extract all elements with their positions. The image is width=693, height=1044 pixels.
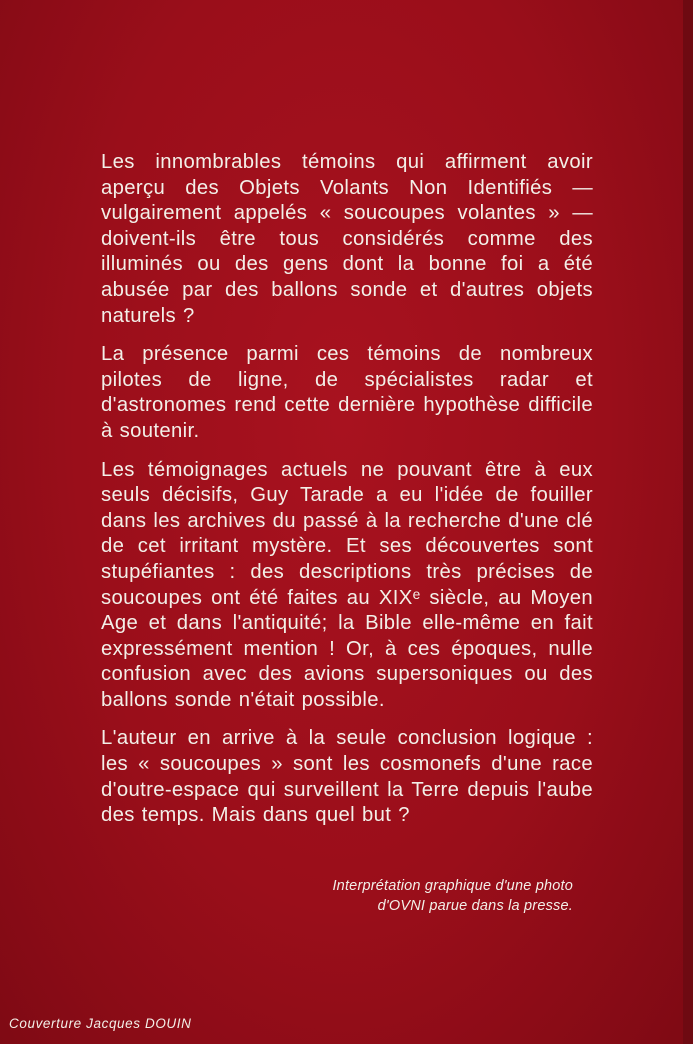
blurb-paragraph-2: La présence parmi ces témoins de nombreux pilotes de ligne, de spécialistes radar et d'astronomes rend cette dernière hypothèse difficile à soutenir. <box>101 343 593 442</box>
caption-line-1: Interprétation graphique d'une photo <box>332 878 573 894</box>
caption-line-2: d'OVNI parue dans la presse. <box>377 898 573 914</box>
blurb-paragraph-3: Les témoignages actuels ne pouvant être à eux seuls décisifs, Guy Tarade a eu l'idée de fouiller dans les archives du passé à la recherche d'une clé de cet irritant mystère. Et ses découvertes sont stupéfiantes : des descriptions très précises de soucoupes ont été faites au XIXᵉ siècle, au Moyen Age et dans l'antiquité; la Bible elle-même en fait expressément mention ! Or, à ces époques, nulle confusion avec des avions supersoniques ou des ballons sonde n'était possible. <box>101 458 593 711</box>
image-caption <box>253 876 573 916</box>
blurb-text <box>101 150 593 842</box>
blurb-paragraph-1: Les innombrables témoins qui affirment avoir aperçu des Objets Volants Non Identifiés — vulgairement appelés « soucoupes volantes » — doivent-ils être tous considérés comme des illuminés ou des gens dont la bonne foi a été abusée par des ballons sonde et d'autres objets naturels ? <box>101 151 593 327</box>
blurb-paragraph-4: L'auteur en arrive à la seule conclusion logique : les « soucoupes » sont les cosmonefs d'une race d'outre-espace qui surveillent la Terre depuis l'aube des temps. Mais dans quel but ? <box>101 727 593 827</box>
cover-credit: Couverture Jacques DOUIN <box>9 1016 192 1031</box>
